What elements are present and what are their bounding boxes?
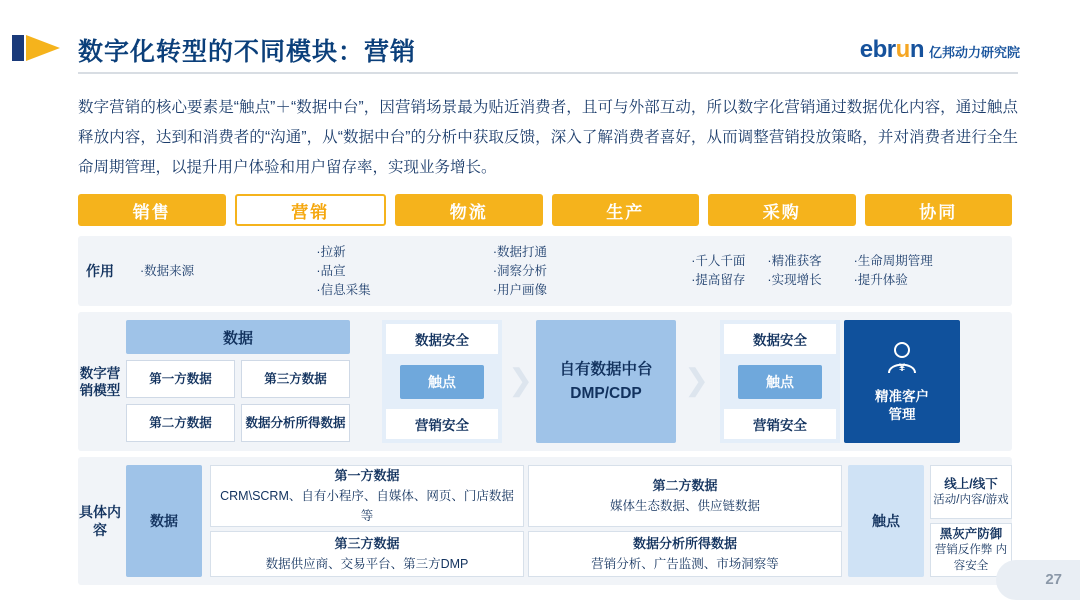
chevron-right-icon: ❯ bbox=[508, 364, 534, 397]
data-block bbox=[126, 320, 350, 443]
function-subcol-right bbox=[767, 252, 821, 290]
function-line: ·数据打通 bbox=[492, 244, 547, 259]
tab-sales[interactable] bbox=[78, 194, 226, 226]
details-cell-first-party bbox=[210, 465, 524, 527]
function-line: ·生命周期管理 bbox=[853, 254, 933, 268]
svg-text:¥: ¥ bbox=[898, 362, 906, 374]
function-line: ·拉新 bbox=[316, 244, 346, 259]
marketing-model-diagram bbox=[126, 320, 1006, 443]
page-title: 数字化转型的不同模块：营销 bbox=[78, 38, 417, 66]
function-line: ·信息采集 bbox=[316, 282, 371, 297]
page-number: 27 bbox=[1045, 571, 1062, 588]
function-line: ·实现增长 bbox=[767, 273, 822, 287]
data-cell-first-party: 第一方数据 bbox=[126, 360, 235, 398]
row-function bbox=[78, 236, 1012, 306]
function-cell-data-analysis bbox=[475, 243, 651, 300]
function-line: ·提升体验 bbox=[853, 273, 908, 287]
precision-customer-block bbox=[844, 320, 960, 443]
row-label-details: 具体内容 bbox=[79, 504, 121, 538]
details-data-label: 数据 bbox=[126, 465, 202, 577]
details-touchpoint-label: 触点 bbox=[848, 465, 924, 577]
data-block-header: 数据 bbox=[126, 320, 350, 354]
function-cell-data-source bbox=[122, 262, 298, 281]
tab-label: 销售 bbox=[132, 202, 171, 222]
details-cell-analysis-derived bbox=[528, 531, 842, 577]
function-line: ·提高留存 bbox=[691, 273, 746, 287]
customer-line-2: 管理 bbox=[888, 407, 916, 422]
function-cell-acquisition bbox=[298, 243, 474, 300]
data-block-grid bbox=[126, 360, 350, 442]
details-body: 营销反作弊 内容安全 bbox=[934, 544, 1008, 572]
tab-marketing[interactable] bbox=[235, 194, 387, 226]
row-details bbox=[78, 457, 1012, 585]
details-cell-second-party bbox=[528, 465, 842, 527]
details-body: 数据供应商、交易平台、第三方DMP bbox=[265, 557, 469, 571]
details-heading: 线上/线下 bbox=[944, 477, 998, 491]
data-cell-third-party: 第三方数据 bbox=[241, 360, 350, 398]
tab-collaboration[interactable] bbox=[865, 194, 1013, 226]
logo-subtext: 亿邦动力研究院 bbox=[928, 45, 1020, 60]
security-right-bottom-label: 营销安全 bbox=[724, 409, 836, 439]
function-line: ·精准获客 bbox=[767, 254, 822, 268]
function-line: ·品宣 bbox=[316, 263, 346, 278]
details-body: CRM\SCRM、自有小程序、自媒体、网页、门店数据等 bbox=[220, 489, 514, 523]
details-grid bbox=[210, 465, 842, 577]
details-cell-online-offline bbox=[930, 465, 1012, 519]
data-cell-second-party: 第二方数据 bbox=[126, 404, 235, 442]
brand-logo bbox=[860, 36, 1020, 64]
tab-label: 生产 bbox=[606, 202, 645, 222]
chevron-right-icon: ❯ bbox=[684, 364, 710, 397]
arrow-right-icon bbox=[12, 33, 60, 63]
details-body: 营销分析、广告监测、市场洞察等 bbox=[591, 557, 779, 571]
function-subcol-left bbox=[691, 252, 745, 290]
security-block-left bbox=[382, 320, 502, 443]
details-heading: 数据分析所得数据 bbox=[632, 536, 737, 551]
function-cell-lifecycle bbox=[836, 252, 1012, 290]
security-left-bottom-label: 营销安全 bbox=[386, 409, 498, 439]
tab-label: 采购 bbox=[762, 202, 801, 222]
function-line: ·千人千面 bbox=[691, 254, 746, 268]
details-heading: 第一方数据 bbox=[334, 468, 400, 483]
security-right-touchpoint: 触点 bbox=[738, 365, 822, 399]
tab-logistics[interactable] bbox=[395, 194, 543, 226]
row-marketing-model bbox=[78, 312, 1012, 451]
tab-label: 物流 bbox=[449, 202, 488, 222]
function-cells bbox=[122, 236, 1012, 306]
security-left-top-label: 数据安全 bbox=[386, 324, 498, 354]
details-heading: 黑灰产防御 bbox=[939, 527, 1003, 541]
row-label-marketing-model: 数字营销模型 bbox=[79, 365, 121, 398]
slide-header bbox=[0, 0, 1080, 86]
details-body: 活动/内容/游戏 bbox=[933, 494, 1009, 506]
page-number-background bbox=[996, 560, 1080, 600]
data-cell-analysis-derived: 数据分析所得数据 bbox=[241, 404, 350, 442]
tab-production[interactable] bbox=[552, 194, 700, 226]
dmp-line-2: DMP/CDP bbox=[570, 384, 642, 402]
security-block-right bbox=[720, 320, 840, 443]
function-cell-personalization bbox=[651, 252, 835, 290]
security-right-top-label: 数据安全 bbox=[724, 324, 836, 354]
dmp-line-1: 自有数据中台 bbox=[559, 360, 653, 378]
function-line: ·数据来源 bbox=[140, 263, 195, 278]
details-right-column bbox=[930, 465, 1012, 577]
security-left-touchpoint: 触点 bbox=[400, 365, 484, 399]
tab-procurement[interactable] bbox=[708, 194, 856, 226]
details-body: 媒体生态数据、供应链数据 bbox=[609, 499, 760, 513]
customer-line-1: 精准客户 bbox=[875, 389, 929, 404]
person-yen-icon bbox=[882, 339, 922, 384]
tab-label: 协同 bbox=[919, 202, 958, 222]
logo-wordmark: ebrun bbox=[859, 36, 924, 63]
details-content bbox=[126, 465, 1009, 577]
tab-label: 营销 bbox=[291, 202, 330, 222]
details-heading: 第二方数据 bbox=[652, 478, 718, 493]
details-heading: 第三方数据 bbox=[334, 536, 400, 551]
dmp-cdp-block bbox=[536, 320, 676, 443]
function-line: ·用户画像 bbox=[492, 282, 547, 297]
row-label-function: 作用 bbox=[86, 263, 114, 279]
intro-paragraph: 数字营销的核心要素是“触点”＋“数据中台”，因营销场景最为贴近消费者，且可与外部互动，所以数字化营销通过数据优化内容，通过触点释放内容，达到和消费者的“沟通”，从“数据中台”的分析中获取反馈，深入了解消费者喜好，从而调整营销投放策略，并对消费者进行全生命周期管理，以提升用户体验和用户留存率，实现业务增长。 bbox=[78, 99, 1018, 176]
title-divider bbox=[78, 72, 1018, 74]
function-line: ·洞察分析 bbox=[492, 263, 547, 278]
module-tabs bbox=[78, 194, 1012, 226]
details-cell-third-party bbox=[210, 531, 524, 577]
